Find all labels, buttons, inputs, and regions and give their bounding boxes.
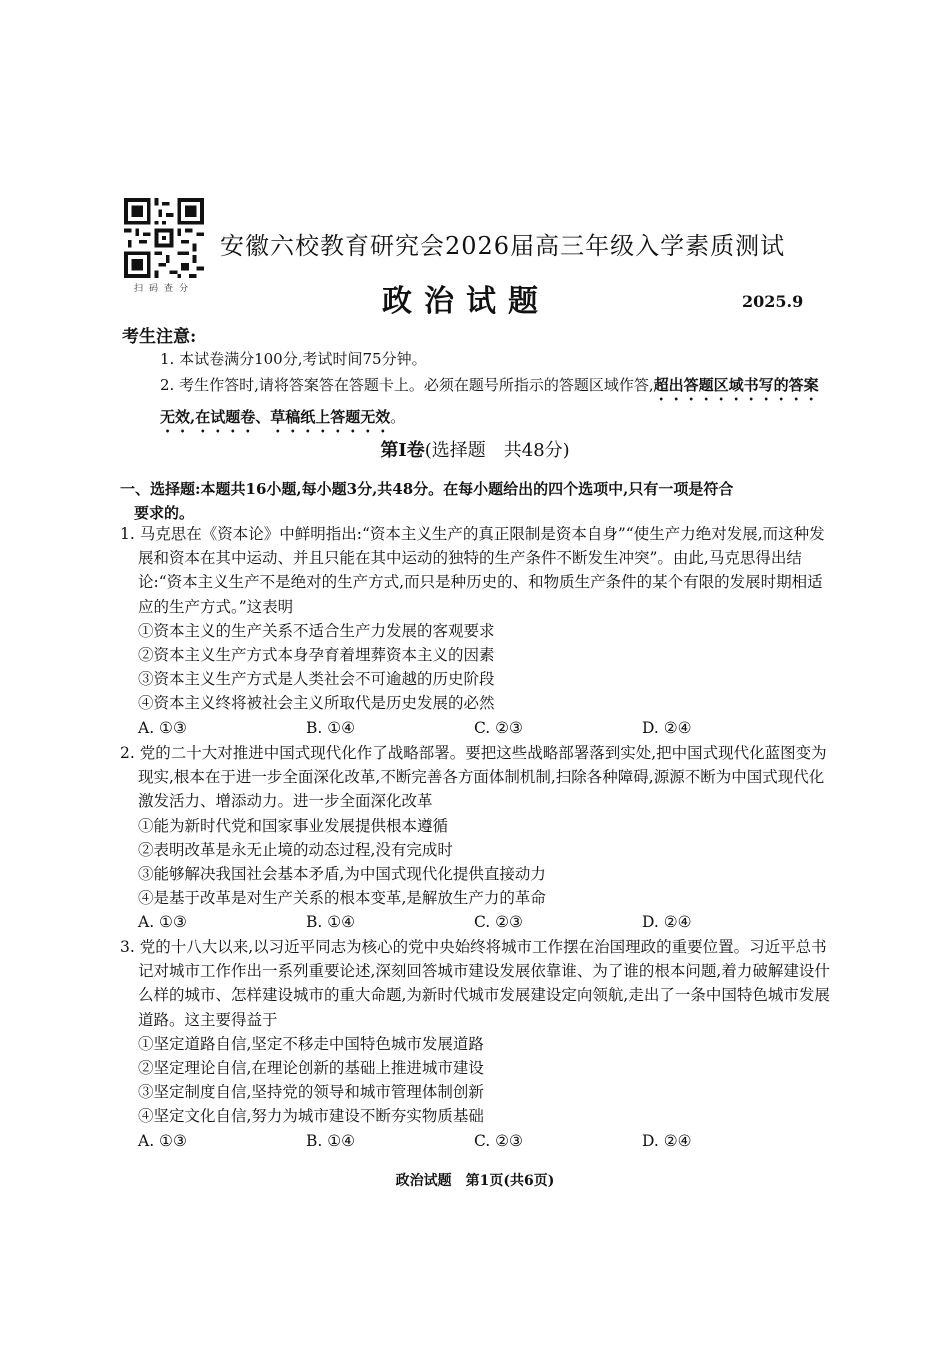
page-footer: 政治试题 第1页(共6页) <box>395 1173 555 1189</box>
statement-4: ④是基于改革是对生产关系的根本变革,是解放生产力的革命 <box>138 889 546 908</box>
answer-options <box>120 1129 832 1153</box>
statement-3: ③资本主义生产方式是人类社会不可逾越的历史阶段 <box>138 670 495 689</box>
volume-detail: (选择题 共48分) <box>424 440 570 461</box>
option-a: A. ①③ <box>138 913 187 932</box>
statement-4: ④坚定文化自信,努力为城市建设不断夯实物质基础 <box>138 1107 484 1126</box>
notice-item-1: 1. 本试卷满分100分,考试时间75分钟。 <box>160 350 427 368</box>
option-d: D. ②④ <box>642 913 692 932</box>
statement-1: ①能为新时代党和国家事业发展提供根本遵循 <box>138 816 449 835</box>
question-stem: 1. 马克思在《资本论》中鲜明指出:“资本主义生产的真正限制是资本自身”“使生产力绝对发展,而这种发展和资本在其中运动、并且只能在其中运动的独特的生产条件不断发生冲突”。由此,马克思得出结论:“资本主义生产不是绝对的生产方式,而只是种历史的、和物质生产条件的某个有限的发展时期相适应的生产方式。”这表明 <box>120 525 825 616</box>
section-instructions <box>120 477 832 525</box>
volume-heading <box>0 436 950 462</box>
statement-1: ①坚定道路自信,坚定不移走中国特色城市发展道路 <box>138 1034 484 1053</box>
question-2 <box>120 741 832 935</box>
notice-item-2 <box>160 372 825 436</box>
subject-title: 政治试题 <box>382 284 550 319</box>
statement-4: ④资本主义终将被社会主义所取代是历史发展的必然 <box>138 694 495 713</box>
notice-heading: 考生注意: <box>122 327 197 347</box>
volume-name: 第Ⅰ卷 <box>380 440 425 461</box>
question-stem: 3. 党的十八大以来,以习近平同志为核心的党中央始终将城市工作摆在治国理政的重要位置。习近平总书记对城市工作作出一系列重要论述,深刻回答城市建设发展依靠谁、为了谁的根本问题,着力破解建设什么样的城市、怎样建设城市的重大命题,为新时代城市发展建设定向领航,走出了一条中国特色城市发展道路。这主要得益于 <box>120 938 830 1029</box>
option-c: C. ②③ <box>474 1131 523 1150</box>
option-b: B. ①④ <box>306 718 356 737</box>
statement-1: ①资本主义的生产关系不适合生产力发展的客观要求 <box>138 621 495 640</box>
notice-item-2-text: 2. 考生作答时,请将答案答在答题卡上。必须在题号所指示的答题区域作答, <box>160 376 654 394</box>
statement-2: ②资本主义生产方式本身孕育着埋葬资本主义的因素 <box>138 646 495 665</box>
option-d: D. ②④ <box>642 1131 692 1150</box>
option-b: B. ①④ <box>306 1131 356 1150</box>
answer-options <box>120 716 832 740</box>
question-1 <box>120 522 832 740</box>
answer-options <box>120 910 832 934</box>
section-line-2: 要求的。 <box>134 504 195 522</box>
option-a: A. ①③ <box>138 1131 187 1150</box>
statement-3: ③坚定制度自信,坚持党的领导和城市管理体制创新 <box>138 1083 484 1102</box>
statement-3: ③能够解决我国社会基本矛盾,为中国式现代化提供直接动力 <box>138 865 546 884</box>
exam-date: 2025.9 <box>742 292 804 311</box>
question-3 <box>120 935 832 1153</box>
option-b: B. ①④ <box>306 913 356 932</box>
qr-code <box>122 198 206 278</box>
exam-title: 安徽六校教育研究会2026届高三年级入学素质测试 <box>220 232 786 260</box>
option-d: D. ②④ <box>642 718 692 737</box>
option-c: C. ②③ <box>474 913 523 932</box>
option-c: C. ②③ <box>474 718 523 737</box>
option-a: A. ①③ <box>138 718 187 737</box>
question-stem: 2. 党的二十大对推进中国式现代化作了战略部署。要把这些战略部署落到实处,把中国式现代化蓝图变为现实,根本在于进一步全面深化改革,不断完善各方面体制机制,扫除各种障碍,源源不断为中国式现代化激发活力、增添动力。进一步全面深化改革 <box>120 744 827 811</box>
statement-2: ②表明改革是永无止境的动态过程,没有完成时 <box>138 840 453 859</box>
section-line-1: 一、选择题:本题共16小题,每小题3分,共48分。在每小题给出的四个选项中,只有一项是符合 <box>120 480 734 498</box>
notice-item-2-emphasis: 超出答题区域书写的答案无效,在试题卷、草稿纸上答题无效 <box>160 376 819 426</box>
qr-caption: 扫码查分 <box>133 284 194 294</box>
statement-2: ②坚定理论自信,在理论创新的基础上推进城市建设 <box>138 1059 484 1078</box>
notice-item-2-end: 。 <box>390 408 406 426</box>
